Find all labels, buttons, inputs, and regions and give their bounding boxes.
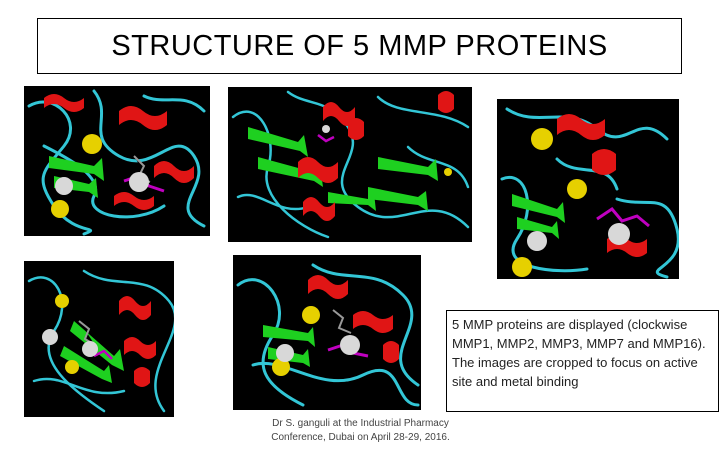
protein-render-2 [228, 87, 472, 242]
caption-text: 5 MMP proteins are displayed (clockwise MMP1, MMP2, MMP3, MMP7 and MMP16). The images are cropped to focus on active site and metal binding [452, 317, 706, 389]
protein-render-5 [233, 255, 421, 410]
protein-render-1 [24, 86, 210, 236]
protein-structure-image-1 [24, 86, 210, 236]
protein-structure-image-5 [233, 255, 421, 410]
footer-credit: Dr S. ganguli at the Industrial Pharmacy Conference, Dubai on April 28-29, 2016. [271, 418, 450, 443]
slide-title: STRUCTURE OF 5 MMP PROTEINS [111, 29, 608, 62]
protein-render-3 [497, 99, 679, 279]
caption-box [446, 310, 719, 412]
title-box [37, 18, 682, 74]
protein-render-4 [24, 261, 174, 417]
protein-structure-image-4 [24, 261, 174, 417]
protein-structure-image-3 [497, 99, 679, 279]
protein-structure-image-2 [228, 87, 472, 242]
